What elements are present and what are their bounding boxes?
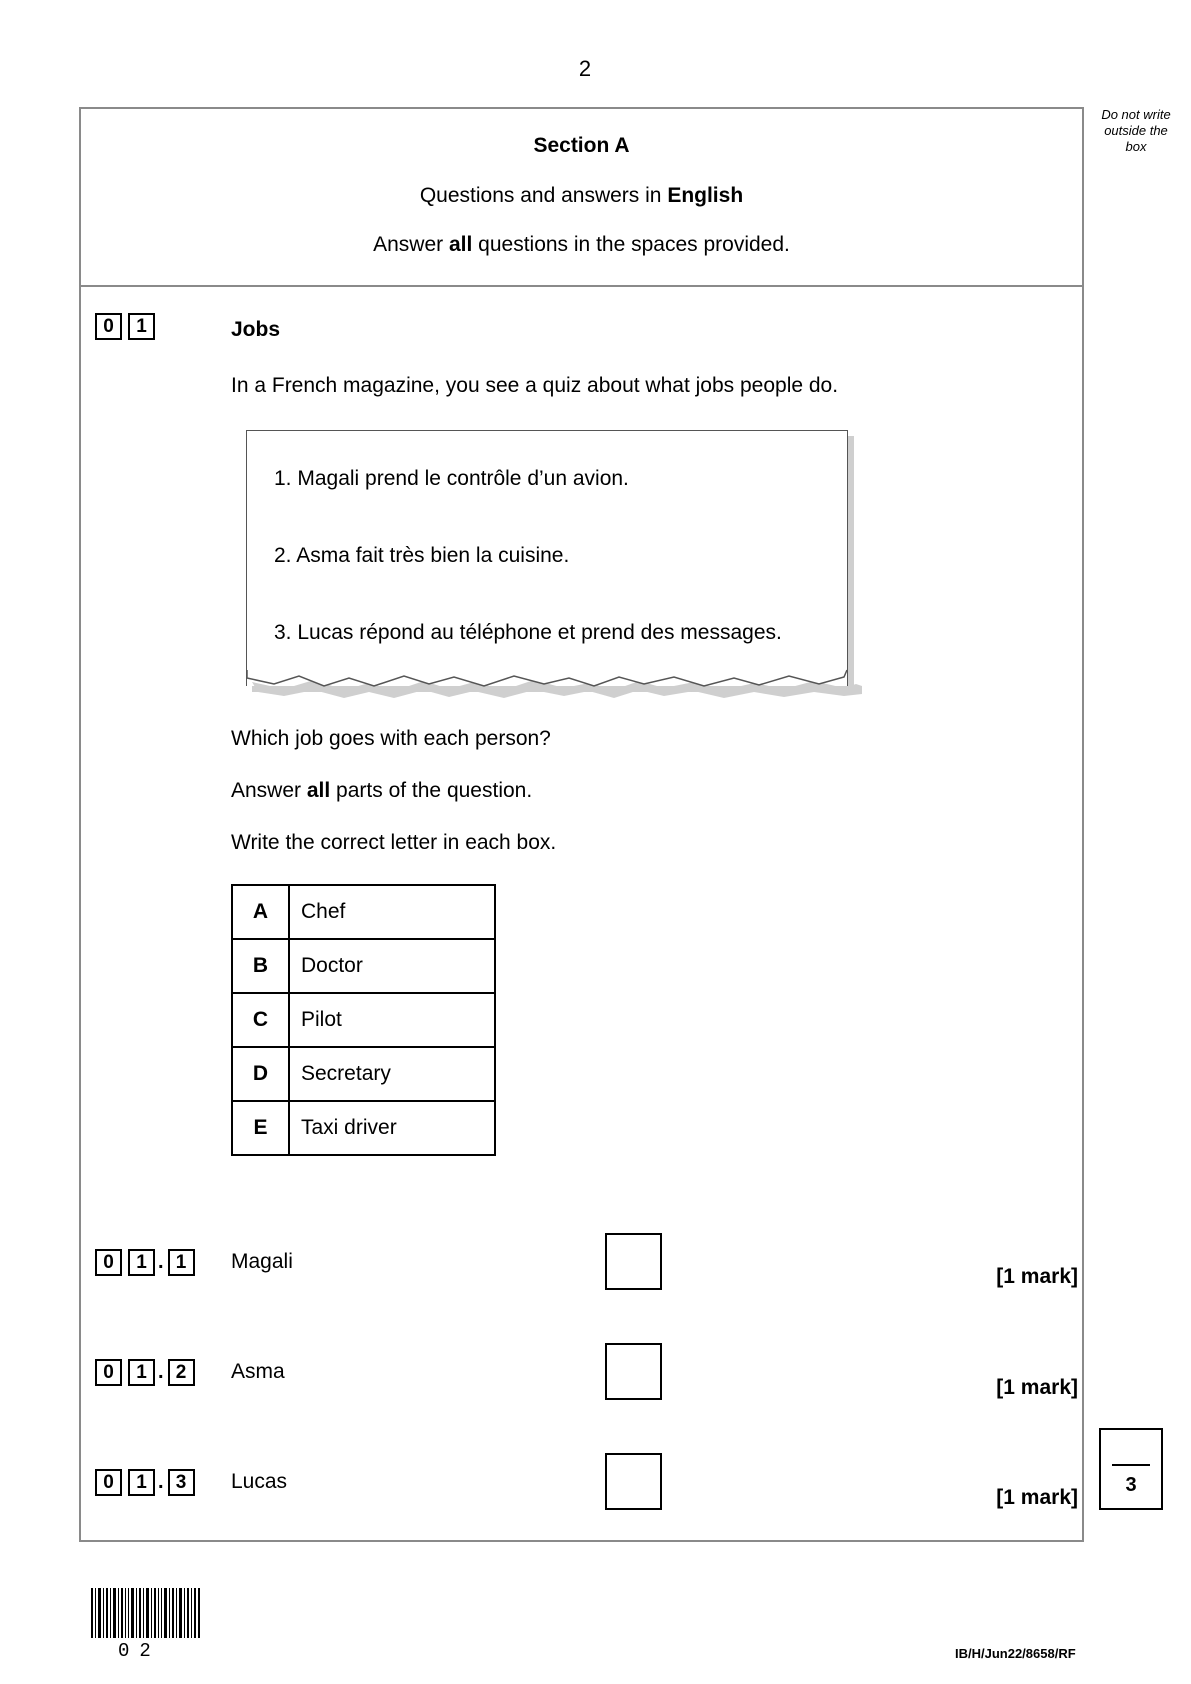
section-instruction <box>79 233 1084 257</box>
subquestion-number <box>95 1469 201 1496</box>
subquestion-number <box>95 1359 201 1386</box>
subquestion-person: Asma <box>231 1360 285 1383</box>
subquestion-person: Magali <box>231 1250 293 1273</box>
write-instruction: Write the correct letter in each box. <box>231 831 557 854</box>
subquestion-dot: . <box>158 1471 164 1493</box>
answer-box[interactable] <box>605 1343 662 1400</box>
table-row <box>232 1047 495 1101</box>
question-intro: In a French magazine, you see a quiz about what jobs people do. <box>231 374 839 397</box>
quiz-item: 3. Lucas répond au téléphone et prend des messages. <box>274 621 782 644</box>
answer-box[interactable] <box>605 1453 662 1510</box>
instruction-text-2: questions in the spaces provided. <box>472 233 790 256</box>
subtitle-text: Questions and answers in <box>419 184 668 207</box>
barcode-graphic <box>91 1588 201 1638</box>
jobs-table <box>231 884 496 1156</box>
mark-label: [1 mark] <box>996 1486 1078 1509</box>
torn-edge-graphic <box>244 668 864 704</box>
total-marks: 3 <box>1125 1474 1137 1496</box>
subquestion-digit: 3 <box>168 1469 195 1496</box>
parts-instruction <box>231 779 532 803</box>
job-name: Doctor <box>289 939 495 993</box>
job-name: Pilot <box>289 993 495 1047</box>
job-letter: B <box>232 939 289 993</box>
barcode-number: 02 <box>118 1640 161 1662</box>
quiz-item: 1. Magali prend le contrôle d’un avion. <box>274 467 629 490</box>
subquestion-digit: 0 <box>95 1469 122 1496</box>
subquestion-dot: . <box>158 1361 164 1383</box>
margin-note: Do not write outside the box <box>1101 107 1171 154</box>
subquestion-digit: 1 <box>128 1249 155 1276</box>
parts-text-1: Answer <box>231 779 307 802</box>
answer-box[interactable] <box>605 1233 662 1290</box>
footer-code: IB/H/Jun22/8658/RF <box>955 1646 1076 1661</box>
question-title: Jobs <box>231 318 281 341</box>
instruction-emphasis: all <box>448 233 473 256</box>
job-letter: A <box>232 885 289 939</box>
magazine-quiz-box <box>246 430 848 686</box>
subtitle-language: English <box>667 184 744 207</box>
subquestion-digit: 0 <box>95 1359 122 1386</box>
subquestion-digit: 1 <box>168 1249 195 1276</box>
job-letter: D <box>232 1047 289 1101</box>
total-marks-box <box>1099 1428 1163 1510</box>
parts-emphasis: all <box>306 779 331 802</box>
question-number-digit: 1 <box>128 313 155 340</box>
subquestion-digit: 0 <box>95 1249 122 1276</box>
table-row <box>232 885 495 939</box>
subquestion-person: Lucas <box>231 1470 288 1493</box>
question-prompt: Which job goes with each person? <box>231 727 551 750</box>
instruction-text-1: Answer <box>373 233 449 256</box>
table-row <box>232 939 495 993</box>
page-number: 2 <box>578 56 592 81</box>
subquestion-digit: 1 <box>128 1359 155 1386</box>
subquestion-dot: . <box>158 1251 164 1273</box>
job-letter: E <box>232 1101 289 1155</box>
section-divider <box>79 285 1084 287</box>
job-name: Taxi driver <box>289 1101 495 1155</box>
quiz-item: 2. Asma fait très bien la cuisine. <box>274 544 570 567</box>
job-name: Secretary <box>289 1047 495 1101</box>
parts-text-2: parts of the question. <box>330 779 533 802</box>
question-number <box>95 313 161 340</box>
total-rule <box>1112 1464 1150 1466</box>
job-letter: C <box>232 993 289 1047</box>
subquestion-number <box>95 1249 201 1276</box>
section-subtitle <box>79 184 1084 208</box>
question-frame <box>79 107 1084 1542</box>
question-number-digit: 0 <box>95 313 122 340</box>
mark-label: [1 mark] <box>996 1376 1078 1399</box>
mark-label: [1 mark] <box>996 1265 1078 1288</box>
subquestion-digit: 1 <box>128 1469 155 1496</box>
table-row <box>232 993 495 1047</box>
subquestion-digit: 2 <box>168 1359 195 1386</box>
table-row <box>232 1101 495 1155</box>
job-name: Chef <box>289 885 495 939</box>
section-title: Section A <box>533 134 630 157</box>
